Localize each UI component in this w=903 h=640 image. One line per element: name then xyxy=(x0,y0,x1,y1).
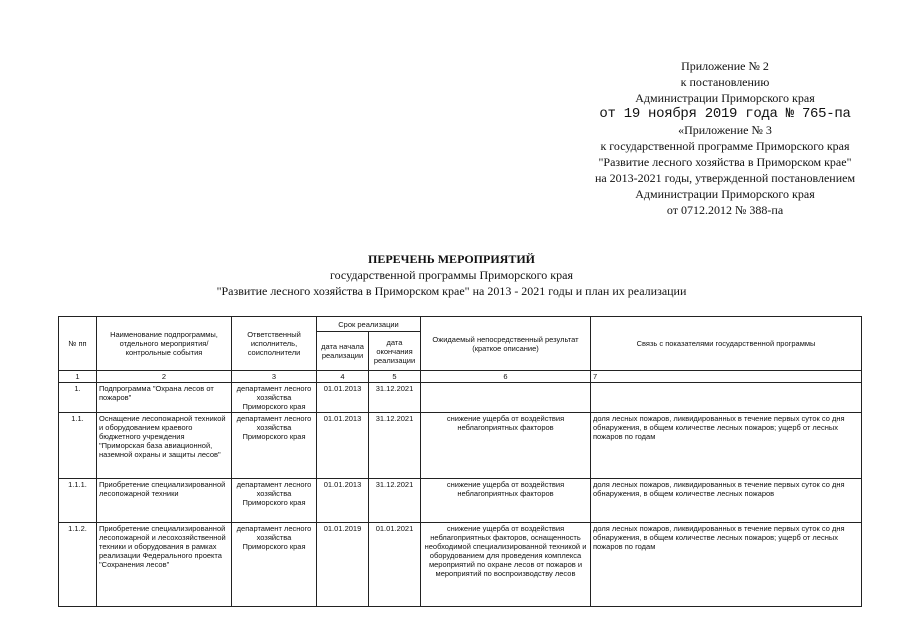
row-name: Оснащение лесопожарной техникой и оборудованием краевого бюджетного учреждения "Приморская база авиационной, наземной охраны и защиты лесов" xyxy=(97,413,232,479)
column-number: 6 xyxy=(421,371,591,383)
column-number: 4 xyxy=(317,371,369,383)
column-number-row xyxy=(59,371,862,383)
table-row xyxy=(59,383,862,413)
column-number: 1 xyxy=(59,371,97,383)
appendix-header xyxy=(575,58,875,218)
row-executor: департамент лесного хозяйства Приморского края xyxy=(232,523,317,607)
document-subtitle: государственной программы Приморского края xyxy=(330,268,573,282)
row-end: 01.01.2021 xyxy=(369,523,421,607)
header-name: Наименование подпрограммы, отдельного мероприятия/контрольные события xyxy=(97,317,232,371)
document-subtitle-program: "Развитие лесного хозяйства в Приморском крае" на 2013 - 2021 годы и план их реализации xyxy=(216,284,687,298)
row-num: 1.1. xyxy=(59,413,97,479)
header-period: Срок реализации xyxy=(317,317,421,332)
row-executor: департамент лесного хозяйства Приморского края xyxy=(232,479,317,523)
row-start: 01.01.2013 xyxy=(317,413,369,479)
row-link: доля лесных пожаров, ликвидированных в течение первых суток со дня обнаружения, в общем количестве лесных пожаров xyxy=(591,479,862,523)
table-row xyxy=(59,523,862,607)
row-link xyxy=(591,383,862,413)
column-number: 3 xyxy=(232,371,317,383)
row-executor: департамент лесного хозяйства Приморского края xyxy=(232,383,317,413)
row-result xyxy=(421,383,591,413)
appendix-line: "Развитие лесного хозяйства в Приморском крае" xyxy=(598,155,852,169)
row-start: 01.01.2013 xyxy=(317,479,369,523)
row-result: снижение ущерба от воздействия неблагоприятных факторов, оснащенность необходимой специализированной техникой и оборудованием для проведения комплекса мероприятий по охране лесов от пожаров и мероприятий по воспроизводству лесов xyxy=(421,523,591,607)
row-result: снижение ущерба от воздействия неблагоприятных факторов xyxy=(421,413,591,479)
decree-date-stamp: от 19 ноября 2019 года № 765-па xyxy=(599,106,851,122)
header-result: Ожидаемый непосредственный результат (краткое описание) xyxy=(421,317,591,371)
row-result: снижение ущерба от воздействия неблагоприятных факторов xyxy=(421,479,591,523)
table-row xyxy=(59,479,862,523)
measures-table xyxy=(58,316,862,607)
row-num: 1. xyxy=(59,383,97,413)
row-end: 31.12.2021 xyxy=(369,479,421,523)
appendix-line: «Приложение № 3 xyxy=(678,123,772,137)
header-end: дата окончания реализации xyxy=(369,332,421,371)
header-link: Связь с показателями государственной программы xyxy=(591,317,862,371)
row-end: 31.12.2021 xyxy=(369,413,421,479)
row-name: Приобретение специализированной лесопожарной техники xyxy=(97,479,232,523)
row-start: 01.01.2019 xyxy=(317,523,369,607)
row-end: 31.12.2021 xyxy=(369,383,421,413)
appendix-line: от 0712.2012 № 388-па xyxy=(666,203,784,217)
row-name: Приобретение специализированной лесопожарной и лесохозяйственной техники и оборудования в рамках реализации Федерального проекта "Сохранения лесов" xyxy=(97,523,232,607)
appendix-line: Приложение № 2 xyxy=(681,59,769,73)
column-number: 2 xyxy=(97,371,232,383)
appendix-line: к государственной программе Приморского края xyxy=(600,139,850,153)
appendix-line: к постановлению xyxy=(680,75,770,89)
appendix-line: Администрации Приморского края xyxy=(635,187,815,201)
header-start: дата начала реализации xyxy=(317,332,369,371)
row-start: 01.01.2013 xyxy=(317,383,369,413)
table-header-row xyxy=(59,317,862,332)
row-link: доля лесных пожаров, ликвидированных в течение первых суток со дня обнаружения, в общем количестве лесных пожаров; ущерб от лесных пожаров по годам xyxy=(591,523,862,607)
column-number: 7 xyxy=(591,371,862,383)
row-num: 1.1.1. xyxy=(59,479,97,523)
row-link: доля лесных пожаров, ликвидированных в течение первых суток со дня обнаружения, в общем количестве лесных пожаров; ущерб от лесных пожаров по годам xyxy=(591,413,862,479)
row-name: Подпрограмма "Охрана лесов от пожаров" xyxy=(97,383,232,413)
appendix-line: Администрации Приморского края xyxy=(635,91,815,105)
appendix-line: на 2013-2021 годы, утвержденной постановлением xyxy=(594,171,856,185)
header-num: № пп xyxy=(59,317,97,371)
header-executor: Ответственный исполнитель, соисполнители xyxy=(232,317,317,371)
row-num: 1.1.2. xyxy=(59,523,97,607)
row-executor: департамент лесного хозяйства Приморского края xyxy=(232,413,317,479)
column-number: 5 xyxy=(369,371,421,383)
document-title: ПЕРЕЧЕНЬ МЕРОПРИЯТИЙ xyxy=(367,252,535,266)
table-row xyxy=(59,413,862,479)
